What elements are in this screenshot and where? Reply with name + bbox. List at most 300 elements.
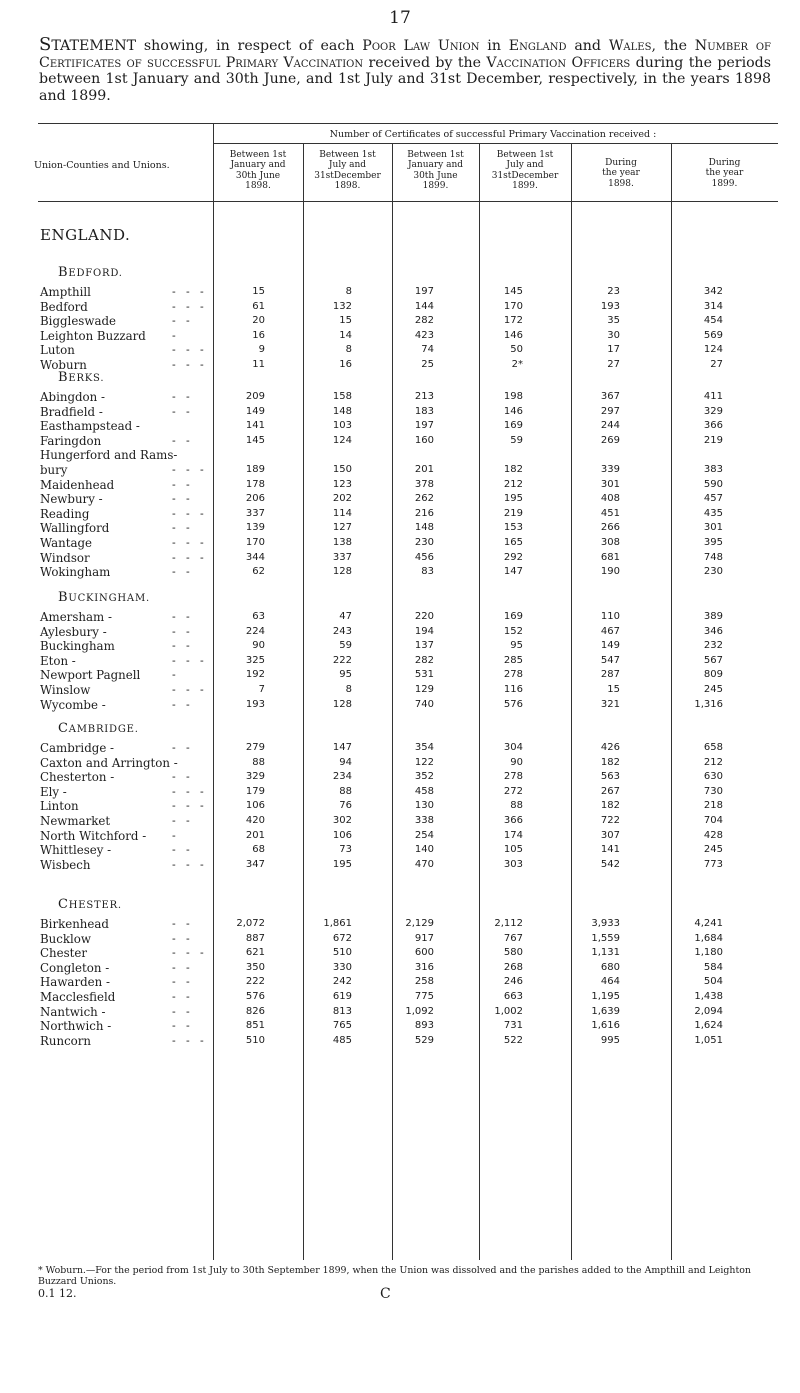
cell-value: 314 xyxy=(703,300,723,312)
cell-value: 140 xyxy=(414,844,434,856)
leader-dash: - xyxy=(172,1019,176,1033)
table-row xyxy=(0,932,800,946)
column-header-line: 1899. xyxy=(422,181,449,192)
table-row xyxy=(0,448,800,462)
cell-value: 266 xyxy=(600,522,620,534)
county-rest: ERKS. xyxy=(68,373,105,384)
leader-dash: - xyxy=(200,343,204,357)
cell-value: 767 xyxy=(503,932,523,944)
leader-dash: - xyxy=(172,741,176,754)
leader-dash: - xyxy=(200,463,204,476)
leader-dash: - xyxy=(172,536,176,549)
leader-dash: - xyxy=(186,314,190,328)
cell-value: 576 xyxy=(245,991,265,1002)
leader-dash: - xyxy=(172,668,176,682)
table-row xyxy=(0,314,800,328)
cell-value: 269 xyxy=(600,434,620,446)
leader-dash: - xyxy=(172,328,176,342)
cell-value: 246 xyxy=(503,976,523,988)
cell-value: 178 xyxy=(245,478,265,490)
cell-value: 451 xyxy=(600,507,620,519)
cell-value: 128 xyxy=(332,566,352,578)
cell-value: 378 xyxy=(414,478,434,490)
heading-text-5: received by the xyxy=(363,54,487,71)
cell-value: 529 xyxy=(414,1034,434,1046)
cell-value: 124 xyxy=(703,344,723,356)
leader-dash: - xyxy=(172,1033,176,1047)
cell-value: 2* xyxy=(511,359,523,370)
cell-value: 74 xyxy=(421,344,434,356)
cell-value: 748 xyxy=(703,551,723,563)
leader-dash: - xyxy=(200,857,204,871)
cell-value: 411 xyxy=(703,391,723,402)
cell-value: 338 xyxy=(414,815,434,826)
cell-value: 435 xyxy=(703,507,723,519)
cell-value: 245 xyxy=(703,844,723,856)
union-name: Maidenhead xyxy=(40,477,115,492)
cell-value: 303 xyxy=(503,858,523,870)
leader-dash: - xyxy=(172,946,176,960)
leader-dash: - xyxy=(186,343,190,357)
column-header-line: 1898. xyxy=(245,181,271,192)
cell-value: 510 xyxy=(332,947,352,959)
cell-value: 62 xyxy=(252,566,265,578)
column-header-1 xyxy=(213,150,303,192)
leader-dash: - xyxy=(172,1004,176,1018)
leader-dash: - xyxy=(200,506,204,520)
cell-value: 201 xyxy=(245,829,265,841)
union-name: Ely - xyxy=(40,784,67,799)
cell-value: 254 xyxy=(414,829,434,841)
cell-value: 158 xyxy=(332,391,352,402)
leader-dash: - xyxy=(172,565,176,579)
cell-value: 123 xyxy=(332,478,352,490)
leader-dash: - xyxy=(172,770,176,784)
cell-value: 148 xyxy=(414,522,434,534)
leader-dash: - xyxy=(172,610,176,623)
cell-value: 15 xyxy=(339,315,352,327)
cell-value: 83 xyxy=(421,566,434,578)
cell-value: 663 xyxy=(503,991,523,1002)
column-header-line: During xyxy=(708,158,741,168)
cell-value: 826 xyxy=(245,1005,265,1017)
leader-dash: - xyxy=(172,624,176,638)
table-row xyxy=(0,536,800,550)
cell-value: 243 xyxy=(332,625,352,637)
cell-value: 150 xyxy=(332,464,352,475)
cell-value: 245 xyxy=(703,684,723,695)
union-name: Linton xyxy=(40,799,79,814)
column-header-line: 30th June xyxy=(413,170,458,181)
union-name: Nantwich - xyxy=(40,1004,106,1019)
column-header-line: the year xyxy=(705,168,744,179)
leader-dash: - xyxy=(172,814,176,827)
cell-value: 267 xyxy=(600,785,620,797)
cell-value: 218 xyxy=(703,800,723,812)
leader-dash: - xyxy=(186,770,190,784)
cell-value: 106 xyxy=(332,829,352,841)
leader-dash: - xyxy=(172,828,176,842)
leader-dash: - xyxy=(186,299,190,313)
county-rest: HESTER. xyxy=(68,900,122,911)
cell-value: 329 xyxy=(703,405,723,417)
cell-value: 172 xyxy=(503,315,523,327)
leader-dash: - xyxy=(186,433,190,447)
cell-value: 63 xyxy=(252,611,265,622)
leader-dash: - xyxy=(186,1004,190,1018)
cell-value: 1,861 xyxy=(323,918,352,929)
column-header-6 xyxy=(671,158,778,189)
column-header-line: 1899. xyxy=(711,178,738,189)
heading-text-3: and xyxy=(566,38,609,54)
cell-value: 995 xyxy=(600,1034,620,1046)
table-row xyxy=(0,741,800,755)
leader-dash: - xyxy=(172,550,176,564)
cell-value: 279 xyxy=(245,742,265,753)
cell-value: 773 xyxy=(703,858,723,870)
leader-dash: - xyxy=(172,463,176,476)
cell-value: 292 xyxy=(503,551,523,563)
cell-value: 2,112 xyxy=(494,918,523,929)
cell-value: 224 xyxy=(245,625,265,637)
union-name: Leighton Buzzard xyxy=(40,328,146,343)
leader-dash: - xyxy=(186,550,190,564)
cell-value: 234 xyxy=(332,771,352,783)
cell-value: 1,639 xyxy=(591,1005,620,1017)
leader-dash: - xyxy=(186,843,190,857)
leader-dash: - xyxy=(186,506,190,520)
table-row xyxy=(0,770,800,784)
table-row xyxy=(0,917,800,931)
leader-dash: - xyxy=(186,536,190,549)
cell-value: 61 xyxy=(252,300,265,312)
cell-value: 1,092 xyxy=(405,1005,434,1017)
cell-value: 352 xyxy=(414,771,434,783)
union-name: Abingdon - xyxy=(40,390,105,404)
leader-dash: - xyxy=(172,975,176,989)
cell-value: 8 xyxy=(345,286,352,297)
table-row xyxy=(0,463,800,477)
cell-value: 337 xyxy=(332,551,352,563)
table-row xyxy=(0,610,800,624)
heading-text-2: in xyxy=(479,38,509,54)
leader-dash: - xyxy=(186,931,190,945)
union-name: Hungerford and Rams- xyxy=(40,448,178,463)
cell-value: 179 xyxy=(245,785,265,797)
table-row xyxy=(0,683,800,697)
cell-value: 329 xyxy=(245,771,265,783)
cell-value: 522 xyxy=(503,1034,523,1046)
leader-dash: - xyxy=(186,946,190,960)
table-row xyxy=(0,419,800,433)
cell-value: 88 xyxy=(339,785,352,797)
county-initial: C xyxy=(58,897,69,912)
union-name-continued: bury xyxy=(40,463,68,477)
heading-text-4: , the xyxy=(651,38,695,54)
cell-value: 242 xyxy=(332,976,352,988)
cell-value: 467 xyxy=(600,625,620,637)
group-header: Number of Certificates of successful Primary Vaccination received : xyxy=(329,129,657,140)
union-name: North Witchford - xyxy=(40,828,147,843)
heading-sc-4: Number of Certificates of successful Primary Vaccination xyxy=(39,38,771,71)
cell-value: 342 xyxy=(703,286,723,297)
cell-value: 209 xyxy=(245,391,265,402)
union-name: Whittlesey - xyxy=(40,843,112,858)
union-name: Ampthill xyxy=(40,285,91,299)
county-initial: C xyxy=(58,721,69,736)
cell-value: 88 xyxy=(252,756,265,768)
cell-value: 1,616 xyxy=(591,1020,620,1032)
column-header-line: the year xyxy=(602,168,640,179)
cell-value: 148 xyxy=(332,405,352,417)
cell-value: 308 xyxy=(600,537,620,548)
cell-value: 887 xyxy=(245,932,265,944)
union-name: Chesterton - xyxy=(40,770,115,785)
table-row xyxy=(0,478,800,492)
leader-dash: - xyxy=(200,946,204,960)
cell-value: 160 xyxy=(414,434,434,446)
cell-value: 147 xyxy=(503,566,523,578)
leader-dash: - xyxy=(172,990,176,1003)
cell-value: 190 xyxy=(600,566,620,578)
table-row xyxy=(0,434,800,448)
column-header-2 xyxy=(303,150,392,192)
cell-value: 212 xyxy=(703,756,723,768)
cell-value: 1,438 xyxy=(694,991,723,1002)
leader-dash: - xyxy=(186,799,190,813)
statement-heading xyxy=(39,34,772,104)
county-heading xyxy=(58,721,139,736)
table-row xyxy=(0,654,800,668)
column-header-line: 1898. xyxy=(608,178,634,189)
leader-dash: - xyxy=(186,404,190,418)
sheet-code: 0.1 12. xyxy=(38,1287,77,1300)
table-row xyxy=(0,507,800,521)
leader-dash: - xyxy=(186,610,190,623)
table-row xyxy=(0,343,800,357)
table-row xyxy=(0,521,800,535)
leader-dash: - xyxy=(200,550,204,564)
union-name: Cambridge - xyxy=(40,741,115,755)
cell-value: 149 xyxy=(245,405,265,417)
cell-value: 347 xyxy=(245,858,265,870)
leader-dash: - xyxy=(186,565,190,579)
cell-value: 1,624 xyxy=(694,1020,723,1032)
cell-value: 189 xyxy=(245,464,265,475)
leader-dash: - xyxy=(172,358,176,371)
leader-dash: - xyxy=(172,653,176,667)
cell-value: 193 xyxy=(245,698,265,710)
table-row xyxy=(0,551,800,565)
cell-value: 681 xyxy=(600,551,620,563)
leader-dash: - xyxy=(186,358,190,371)
cell-value: 408 xyxy=(600,493,620,505)
leader-dash: - xyxy=(200,653,204,667)
cell-value: 307 xyxy=(600,829,620,841)
cell-value: 680 xyxy=(600,961,620,973)
union-name: Reading xyxy=(40,506,90,521)
cell-value: 59 xyxy=(339,640,352,652)
cell-value: 68 xyxy=(252,844,265,856)
cell-value: 219 xyxy=(703,434,723,446)
cell-value: 216 xyxy=(414,507,434,519)
leader-dash: - xyxy=(200,358,204,371)
cell-value: 287 xyxy=(600,669,620,681)
union-name: Buckingham xyxy=(40,639,115,654)
cell-value: 672 xyxy=(332,932,352,944)
cell-value: 272 xyxy=(503,785,523,797)
cell-value: 2,094 xyxy=(694,1005,723,1017)
cell-value: 213 xyxy=(414,391,434,402)
cell-value: 3,933 xyxy=(591,918,620,929)
cell-value: 893 xyxy=(414,1020,434,1032)
cell-value: 366 xyxy=(703,420,723,432)
leader-dash: - xyxy=(172,343,176,357)
leader-dash: - xyxy=(186,1019,190,1033)
cell-value: 262 xyxy=(414,493,434,505)
county-initial: B xyxy=(58,590,69,605)
cell-value: 8 xyxy=(345,684,352,695)
cell-value: 90 xyxy=(252,640,265,652)
cell-value: 2,072 xyxy=(236,918,265,929)
cell-value: 563 xyxy=(600,771,620,783)
cell-value: 15 xyxy=(252,286,265,297)
cell-value: 182 xyxy=(600,756,620,768)
cell-value: 106 xyxy=(245,800,265,812)
cell-value: 346 xyxy=(703,625,723,637)
cell-value: 621 xyxy=(245,947,265,959)
leader-dash: - xyxy=(186,477,190,491)
cell-value: 658 xyxy=(703,742,723,753)
table-row xyxy=(0,1005,800,1019)
leader-dash: - xyxy=(186,960,190,974)
cell-value: 278 xyxy=(503,669,523,681)
union-name: Chester xyxy=(40,946,88,961)
leader-dash: - xyxy=(172,492,176,506)
leader-dash: - xyxy=(172,697,176,711)
cell-value: 195 xyxy=(503,493,523,505)
cell-value: 600 xyxy=(414,947,434,959)
table-row xyxy=(0,975,800,989)
column-header-line: 1898. xyxy=(334,181,361,192)
column-header-line: January and xyxy=(407,160,464,171)
cell-value: 344 xyxy=(245,551,265,563)
cell-value: 350 xyxy=(245,961,265,973)
cell-value: 170 xyxy=(503,300,523,312)
cell-value: 285 xyxy=(503,654,523,666)
cell-value: 206 xyxy=(245,493,265,505)
leader-dash: - xyxy=(200,536,204,549)
cell-value: 114 xyxy=(332,507,352,519)
cell-value: 8 xyxy=(345,344,352,356)
cell-value: 485 xyxy=(332,1034,352,1046)
cell-value: 1,180 xyxy=(694,947,723,959)
cell-value: 851 xyxy=(245,1020,265,1032)
cell-value: 813 xyxy=(332,1005,352,1017)
cell-value: 95 xyxy=(510,640,523,652)
leader-dash: - xyxy=(172,931,176,945)
cell-value: 456 xyxy=(414,551,434,563)
cell-value: 395 xyxy=(703,537,723,548)
county-heading xyxy=(58,265,123,280)
column-header-line: 30th June xyxy=(235,170,281,181)
cell-value: 244 xyxy=(600,420,620,432)
union-name: Bucklow xyxy=(40,931,91,946)
cell-value: 169 xyxy=(503,611,523,622)
cell-value: 16 xyxy=(339,359,352,370)
cell-value: 1,316 xyxy=(694,698,723,710)
cell-value: 423 xyxy=(414,329,434,341)
cell-value: 197 xyxy=(414,420,434,432)
cell-value: 426 xyxy=(600,742,620,753)
leader-dash: - xyxy=(186,857,190,871)
column-header-line: 1899. xyxy=(512,181,538,192)
heading-sc-3: Wales xyxy=(608,38,652,54)
cell-value: 147 xyxy=(332,742,352,753)
county-initial: B xyxy=(58,265,69,280)
cell-value: 470 xyxy=(414,858,434,870)
heading-sc-5: Vaccination Officers xyxy=(486,54,631,71)
leader-dash: - xyxy=(186,624,190,638)
leader-dash: - xyxy=(172,433,176,447)
cell-value: 1,051 xyxy=(694,1034,723,1046)
leader-dash: - xyxy=(186,521,190,535)
cell-value: 325 xyxy=(245,654,265,666)
leader-dash: - xyxy=(172,521,176,535)
cell-value: 383 xyxy=(703,464,723,475)
table-row xyxy=(0,300,800,314)
cell-value: 132 xyxy=(332,300,352,312)
cell-value: 297 xyxy=(600,405,620,417)
union-name: Congleton - xyxy=(40,960,110,975)
cell-value: 129 xyxy=(414,684,434,695)
column-header-line: Between 1st xyxy=(229,150,287,160)
cell-value: 128 xyxy=(332,698,352,710)
cell-value: 576 xyxy=(503,698,523,710)
cell-value: 282 xyxy=(414,315,434,327)
header-bottom-rule xyxy=(38,201,778,202)
table-top-rule xyxy=(38,123,778,124)
cell-value: 146 xyxy=(503,329,523,341)
table-row xyxy=(0,639,800,653)
cell-value: 202 xyxy=(332,493,352,505)
heading-lead: S xyxy=(39,34,52,55)
leader-dash: - xyxy=(172,960,176,974)
cell-value: 367 xyxy=(600,391,620,402)
union-column-header: Union-Counties and Unions. xyxy=(34,160,170,171)
cell-value: 141 xyxy=(245,420,265,432)
cell-value: 330 xyxy=(332,961,352,973)
table-row xyxy=(0,961,800,975)
country-heading: ENGLAND. xyxy=(40,226,131,244)
leader-dash: - xyxy=(200,683,204,696)
cell-value: 193 xyxy=(600,300,620,312)
cell-value: 103 xyxy=(332,420,352,432)
group-header-rule xyxy=(213,143,778,144)
leader-dash: - xyxy=(186,285,190,298)
cell-value: 4,241 xyxy=(694,918,723,929)
cell-value: 88 xyxy=(510,800,523,812)
table-row xyxy=(0,625,800,639)
cell-value: 321 xyxy=(600,698,620,710)
leader-dash: - xyxy=(200,299,204,313)
cell-value: 182 xyxy=(503,464,523,475)
table-row xyxy=(0,799,800,813)
cell-value: 212 xyxy=(503,478,523,490)
cell-value: 580 xyxy=(503,947,523,959)
cell-value: 198 xyxy=(503,391,523,402)
county-heading xyxy=(58,370,104,385)
